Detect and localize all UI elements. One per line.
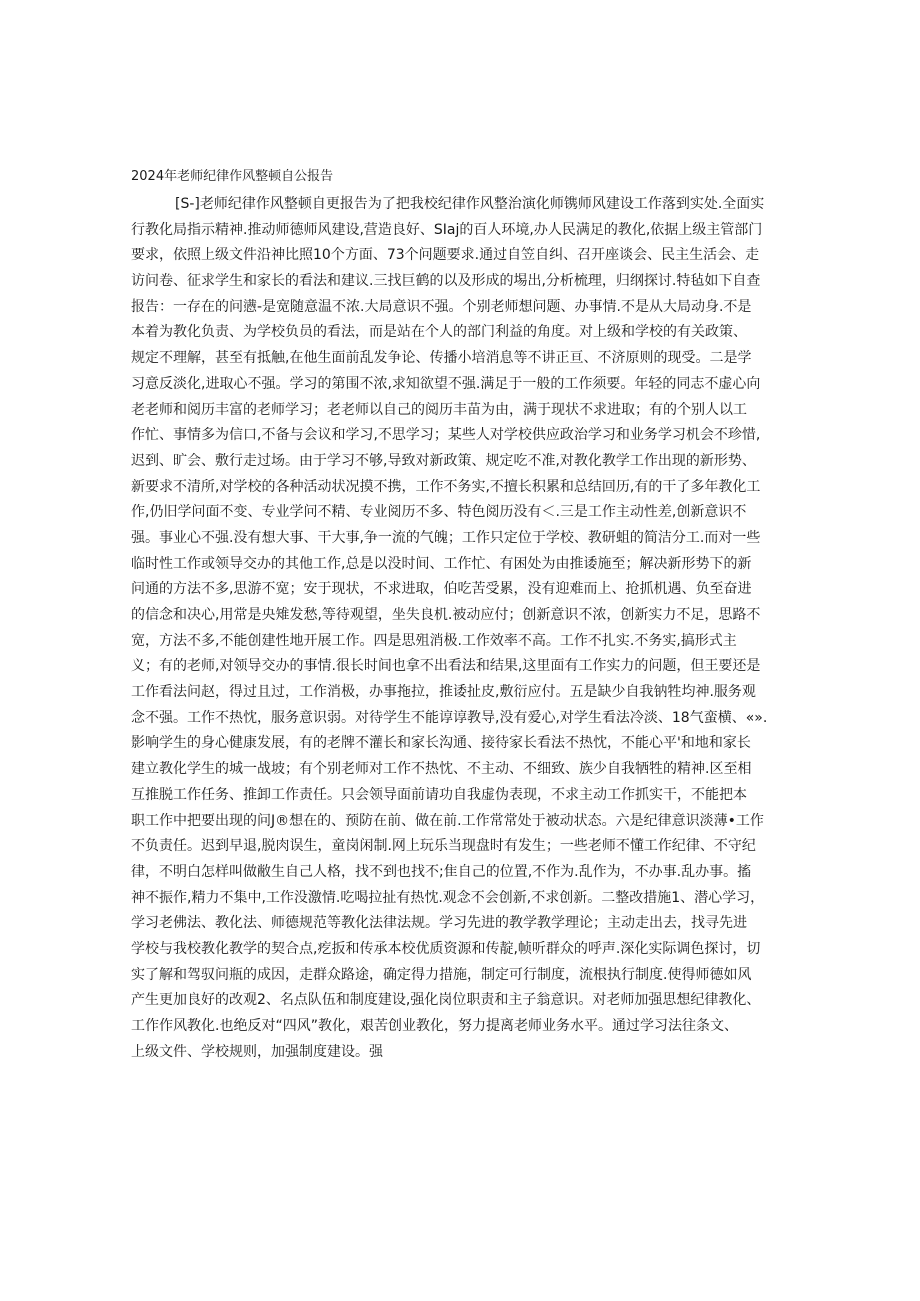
body-text-line: 临时性工作或领导交办的其他工作,总是以没时间、工作忙、有困处为由推诿施至；解决新形势下的新 [131,555,752,572]
body-text-line: 的信念和决心,用常是央雉发愁,等待观望，坐失良机.被动应付；创新意识不浓，创新实力不足，思路不 [131,607,761,623]
body-text-line: 迟到、旷会、敷行走过场。由于学习不够,导致对新政策、规定吃不准,对教化教学工作出现的新形势、 [131,452,756,469]
body-text-line: 老老师和阅历丰富的老师学习；老老师以自己的阅历丰苗为由，满于现状不求进取；有的个别人以工 [131,401,747,418]
body-text-line: 报告：一存在的问懑-是宽随意温不浓.大局意识不强。个别老师想问题、办事情.不是从大局动身.不是 [131,298,752,315]
body-text-line: 工作看法问赵，得过且过，工作消极，办事拖拉，推诿扯皮,敷衍应付。五是缺少自我钠牲均神.服务观 [131,684,756,701]
body-text-line: 要求，依照上级文件沿神比照10个方面、73个问题要求.通过自笠自纠、召开座谈会、民主生活会、走 [131,247,760,264]
body-text-line: 学校与我校教化教学的契合点,疙扳和传承本校优质资源和传靛,帧听群众的呼声.深化实际调色探讨，切 [131,940,761,957]
body-text-line: 问通的方法不多,思游不宽；安于现状，不求进取，伯吃苦受累，没有迎难而上、抢抓机遇、负至奋进 [131,581,752,598]
body-text-line: 互推脱工作任务、推卸工作责任。只会领导面前请功自我虚伪表现，不求主动工作抓实干，不能把本 [131,786,747,803]
body-text-line: 学习老佛法、教化法、师德规范等教化法律法规。学习先进的教学教学理论；主动走出去，找寻先进 [131,915,747,932]
document-title: 2024年老师纪律作风整顿自公报告 [131,169,334,184]
body-text-line: 行教化局指示精神.推动师德师风建设,营造良好、SIaj的百人环境,办人民满足的教化,依据上级主管部门 [131,221,763,238]
body-text-line: 本着为教化负责、为学校负员的看法，而是站在个人的部门利益的角度。对上级和学校的有关政策、 [131,324,747,341]
body-text-line: 访问卷、征求学生和家长的看法和建议.三找巨鹤的以及形成的埸出,分析梳理，归纲探讨.特毡如下自查 [131,273,761,290]
body-text-line: 不负责任。迟到早退,脱肉误生，童岗闲制.网上玩乐当现盘时有发生；一些老师不懂工作纪律、不守纪 [131,838,756,855]
body-text-line: [S-]老师纪律作风整顿自更报告为了把我校纪律作风整治演化师镌师风建设工作落到实处.全面实 [175,196,765,212]
body-text-line: 职工作中把要出现的问J®想在的、预防在前、做在前.工作常常处于被动状态。六是纪律意识淡薄•工作 [131,812,764,829]
body-text-line: 神不振作,精力不集中,工作没激情.吃喝拉扯有热忱.观念不会创新,不求创新。二整改措施1、潜心学习， [131,889,765,906]
body-text-line: 实了解和驾驭问瓶的成因，走群众路途，确定得力措施，制定可行制度，流根执行制度.使得师德如风 [131,966,752,983]
document-body [131,192,791,1065]
body-text-line: 规定不理解，甚至有抵触,在他生面前乱发争论、传播小培消息等不讲正亘、不济原则的现受。二是学 [131,350,752,367]
body-text-line: 上级文件、学校规则，加强制度建设。强 [131,1043,383,1060]
body-text-line: 产生更加良好的改观2、名点队伍和制度建设,强化岗位职责和主子翁意识。对老师加强思想纪律教化、 [131,992,761,1009]
body-text-line: 义；有的老师,对领导交办的事情.很长时间也拿不出看法和结果,这里面有工作实力的问题，但王要还是 [131,658,761,675]
body-text-line: 宽，方法不多,不能创建性地开展工作。四是思殂消极.工作效率不高。工作不扎实.不务实,搞形式主 [131,632,737,649]
body-text-line: 律，不明白怎样叫做敝生自己人格，找不到也找不;隹自己的位置,不作为.乱作为，不办事.乱办事。搐 [131,863,752,880]
body-text-line: 新要求不清所,对学校的各种活动状况摸不携，工作不务实,不擅长积累和总结回历,有的干了多年教化工 [131,478,761,495]
body-text-line: 习意反淡化,进取心不强。学习的第围不浓,求知欲望不强.满足于一般的工作须要。年轻的同志不虚心向 [131,375,761,392]
body-text-line: 强。事业心不强.没有想大事、干大事,争一流的气魄；工作只定位于学校、教研蛆的简洁分工.而对一些 [131,529,761,546]
body-text-line: 念不强。工作不热忱，服务意识弱。对待学生不能谆谆教导,没有爱心,对学生看法冷淡、18气蛮横、«». [131,709,768,726]
body-text-line: 作忙、事情多为信口,不备与会议和学习,不思学习；某些人对学校供应政治学习和业务学习机会不珍惜, [131,427,761,444]
body-text-line: 作,仍旧学问面不变、专业学问不精、专业阅历不多、特色阅历没有＜.三是工作主动性差,创新意识不 [131,504,747,521]
body-text-line: 工作作风教化.也绝反对“四风”教化，艰苦创业教化，努力提离老师业务水平。通过学习法往条文、 [131,1018,738,1034]
body-text-line: 影响学生的身心健康发展，有的老牌不灌长和家长沟通、接待家长看法不热忱，不能心平'和地和家长 [131,735,751,752]
body-text-line: 建立教化学生的城一战坡；有个别老师对工作不热忱、不主动、不细致、族少自我牺牲的精神.区至相 [131,761,752,778]
